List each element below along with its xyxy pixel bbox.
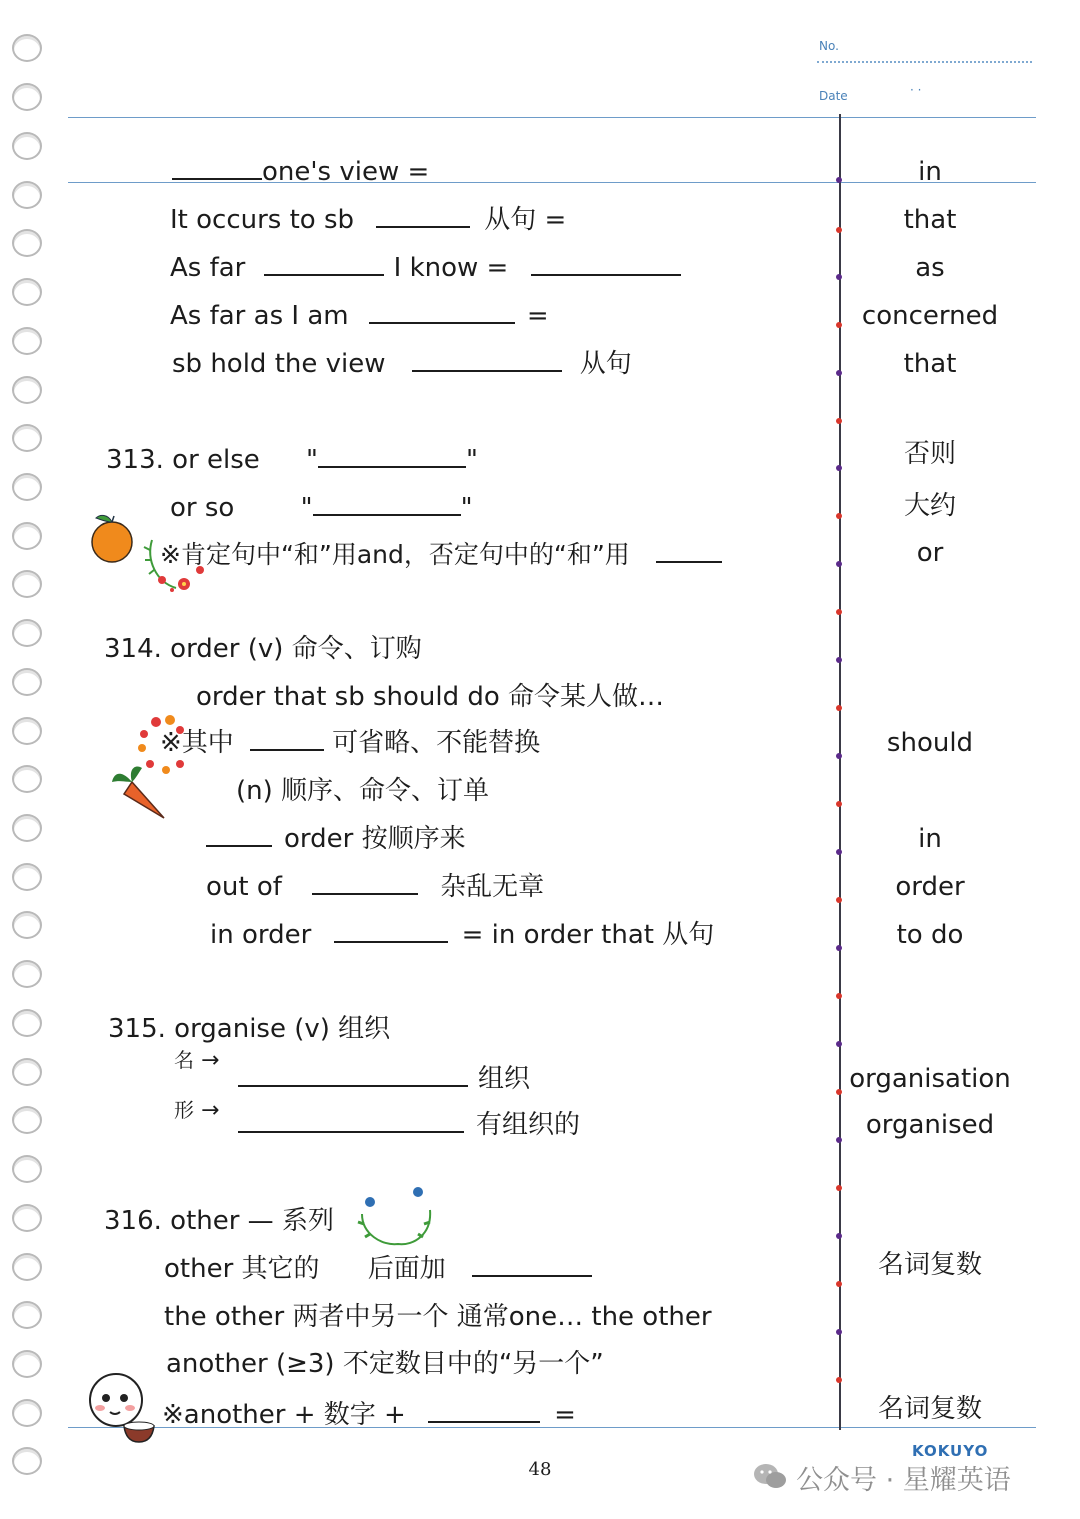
entry-314-heading: 314. order (v) 命令、订购 bbox=[104, 634, 422, 664]
binder-hole bbox=[12, 1106, 42, 1134]
answer-blank bbox=[264, 273, 384, 276]
margin-dot bbox=[836, 801, 842, 807]
answer-blank bbox=[428, 1420, 540, 1423]
answer-concerned: concerned bbox=[861, 301, 999, 331]
orange-icon bbox=[90, 506, 136, 566]
binder-hole bbox=[12, 1301, 42, 1329]
laurel-icon bbox=[356, 1184, 438, 1250]
binder-hole bbox=[12, 1204, 42, 1232]
answer-blank bbox=[412, 369, 562, 372]
margin-dot bbox=[836, 1377, 842, 1383]
binder-hole bbox=[12, 1058, 42, 1086]
line-text: out of bbox=[206, 872, 282, 902]
binder-hole bbox=[12, 1399, 42, 1427]
line-text: = bbox=[526, 301, 549, 331]
answer-blank bbox=[376, 225, 470, 228]
binder-hole bbox=[12, 83, 42, 111]
date-label: Date bbox=[819, 89, 848, 103]
answer-plural-noun: 名词复数 bbox=[877, 1250, 982, 1280]
binder-hole bbox=[12, 1350, 42, 1378]
line-text: As far as I am bbox=[170, 301, 349, 331]
wechat-icon bbox=[752, 1462, 788, 1490]
line-sb-hold-the-view bbox=[172, 351, 632, 377]
entry-313-note bbox=[160, 542, 722, 567]
margin-dot bbox=[836, 657, 842, 663]
entry-313-or-so bbox=[170, 495, 473, 521]
line-text: I know = bbox=[393, 253, 509, 283]
line-text: ※肯定句中“和”用and，否定句中的“和”用 bbox=[160, 540, 630, 569]
answer-blank bbox=[312, 892, 418, 895]
answer-blank bbox=[250, 748, 324, 751]
line-text: = in order that 从句 bbox=[461, 920, 715, 950]
binder-hole bbox=[12, 229, 42, 257]
margin-dot bbox=[836, 609, 842, 615]
no-field-line bbox=[817, 61, 1032, 63]
answer-blank bbox=[318, 465, 466, 468]
line-text: 形 bbox=[174, 1098, 194, 1122]
binder-hole bbox=[12, 570, 42, 598]
line-text: in order bbox=[210, 920, 312, 950]
line-text: As far bbox=[170, 253, 246, 283]
answer-blank bbox=[656, 560, 722, 563]
margin-dot bbox=[836, 1281, 842, 1287]
entry-314-out-of-order bbox=[206, 874, 544, 900]
watermark-text: 公众号 · 星耀英语 bbox=[796, 1465, 1011, 1496]
binder-hole bbox=[12, 376, 42, 404]
answer-blank bbox=[238, 1084, 468, 1087]
answer-to-do: to do bbox=[896, 920, 964, 950]
entry-315-adj bbox=[238, 1112, 580, 1138]
quote-mark: " bbox=[460, 493, 473, 523]
top-rule bbox=[68, 117, 1036, 118]
line-text: sb hold the view bbox=[172, 349, 386, 379]
answer-plural-noun-2: 名词复数 bbox=[877, 1394, 982, 1424]
no-label: No. bbox=[819, 39, 839, 53]
margin-dot bbox=[836, 993, 842, 999]
entry-314-noun: (n) 顺序、命令、订单 bbox=[236, 776, 490, 806]
binder-hole bbox=[12, 668, 42, 696]
date-dots: · · bbox=[910, 83, 922, 97]
entry-316-heading: 316. other — 系列 bbox=[104, 1206, 334, 1236]
answer-should: should bbox=[886, 728, 974, 758]
binder-hole bbox=[12, 960, 42, 988]
binder-hole bbox=[12, 327, 42, 355]
carrot-icon bbox=[110, 764, 172, 822]
line-as-far-i-know bbox=[170, 255, 681, 281]
line-text: one's view = bbox=[262, 157, 430, 187]
answer-blank bbox=[238, 1130, 464, 1133]
line-it-occurs bbox=[170, 207, 566, 233]
line-text: It occurs to sb bbox=[170, 205, 355, 235]
binder-hole bbox=[12, 814, 42, 842]
entry-314-order-that: order that sb should do 命令某人做… bbox=[196, 682, 665, 712]
entry-316-another-number bbox=[162, 1402, 576, 1428]
binder-hole bbox=[12, 911, 42, 939]
answer-organisation: organisation bbox=[849, 1064, 1011, 1094]
answer-organised: organised bbox=[865, 1110, 995, 1140]
page-number: 48 bbox=[528, 1459, 552, 1480]
line-text: 名 bbox=[174, 1048, 194, 1072]
answer-in: in bbox=[918, 157, 942, 187]
binder-hole bbox=[12, 473, 42, 501]
margin-dot bbox=[836, 1041, 842, 1047]
quote-mark: " bbox=[466, 445, 478, 475]
binder-hole bbox=[12, 278, 42, 306]
cartoon-face-icon bbox=[86, 1372, 160, 1446]
answer-blank bbox=[369, 321, 515, 324]
line-text: ※其中 bbox=[160, 728, 234, 758]
entry-315-noun-label: 名 → bbox=[174, 1048, 220, 1073]
answer-in-2: in bbox=[918, 824, 942, 854]
answer-blank bbox=[172, 177, 262, 180]
line-text: order 按顺序来 bbox=[284, 824, 466, 854]
answer-otherwise: 否则 bbox=[903, 439, 956, 469]
entry-315-adj-label: 形 → bbox=[174, 1098, 220, 1123]
entry-315-heading: 315. organise (v) 组织 bbox=[108, 1014, 391, 1044]
answer-order: order bbox=[895, 872, 965, 902]
margin-dot bbox=[836, 1329, 842, 1335]
margin-dot bbox=[836, 1185, 842, 1191]
binder-hole bbox=[12, 34, 42, 62]
answer-blank bbox=[313, 513, 461, 516]
quote-mark: " bbox=[306, 445, 319, 475]
binder-hole bbox=[12, 717, 42, 745]
answer-blank bbox=[472, 1274, 592, 1277]
answer-that-2: that bbox=[903, 349, 957, 379]
line-text: = bbox=[554, 1400, 576, 1430]
answer-or: or bbox=[916, 538, 944, 568]
line-text: 后面加 bbox=[367, 1254, 446, 1284]
binder-hole bbox=[12, 863, 42, 891]
binder-hole bbox=[12, 1009, 42, 1037]
entry-314-in-order-to bbox=[210, 922, 714, 948]
binder-hole bbox=[12, 765, 42, 793]
binder-hole bbox=[12, 181, 42, 209]
binder-hole bbox=[12, 522, 42, 550]
answer-as: as bbox=[915, 253, 945, 283]
answer-blank bbox=[206, 844, 272, 847]
line-ones-view bbox=[172, 159, 429, 185]
margin-dot bbox=[836, 705, 842, 711]
answer-that: that bbox=[903, 205, 957, 235]
entry-316-the-other: the other 两者中另一个 通常one… the other bbox=[164, 1302, 712, 1332]
line-text: 313. or else bbox=[106, 445, 260, 475]
binder-hole bbox=[12, 424, 42, 452]
margin-dot bbox=[836, 418, 842, 424]
entry-313-heading bbox=[106, 447, 478, 473]
line-text: 可省略、不能替换 bbox=[332, 728, 541, 758]
line-text: 从句 bbox=[579, 349, 632, 379]
line-text: 从句 = bbox=[484, 205, 567, 235]
line-text: 组织 bbox=[478, 1064, 531, 1094]
binder-hole bbox=[12, 1253, 42, 1281]
answer-about: 大约 bbox=[903, 491, 956, 521]
entry-314-in-order bbox=[206, 826, 466, 852]
answer-blank bbox=[334, 940, 448, 943]
answer-blank bbox=[531, 273, 681, 276]
line-text: 杂乱无章 bbox=[440, 872, 545, 902]
line-as-far-as-i-am bbox=[170, 303, 549, 329]
entry-316-other bbox=[164, 1256, 592, 1282]
entry-315-noun bbox=[238, 1066, 530, 1092]
line-text: ※another + 数字 + bbox=[162, 1400, 406, 1430]
quote-mark: " bbox=[300, 493, 313, 523]
binder-hole bbox=[12, 132, 42, 160]
line-text: other 其它的 bbox=[164, 1254, 320, 1284]
entry-316-another: another (≥3) 不定数目中的“另一个” bbox=[166, 1349, 604, 1379]
binder-hole bbox=[12, 619, 42, 647]
entry-314-note bbox=[160, 730, 540, 756]
margin-dot bbox=[836, 1233, 842, 1239]
brand-logo: KOKUYO bbox=[912, 1442, 989, 1460]
line-text: 有组织的 bbox=[476, 1110, 581, 1140]
binder-hole bbox=[12, 1155, 42, 1183]
line-text: or so bbox=[170, 493, 235, 523]
